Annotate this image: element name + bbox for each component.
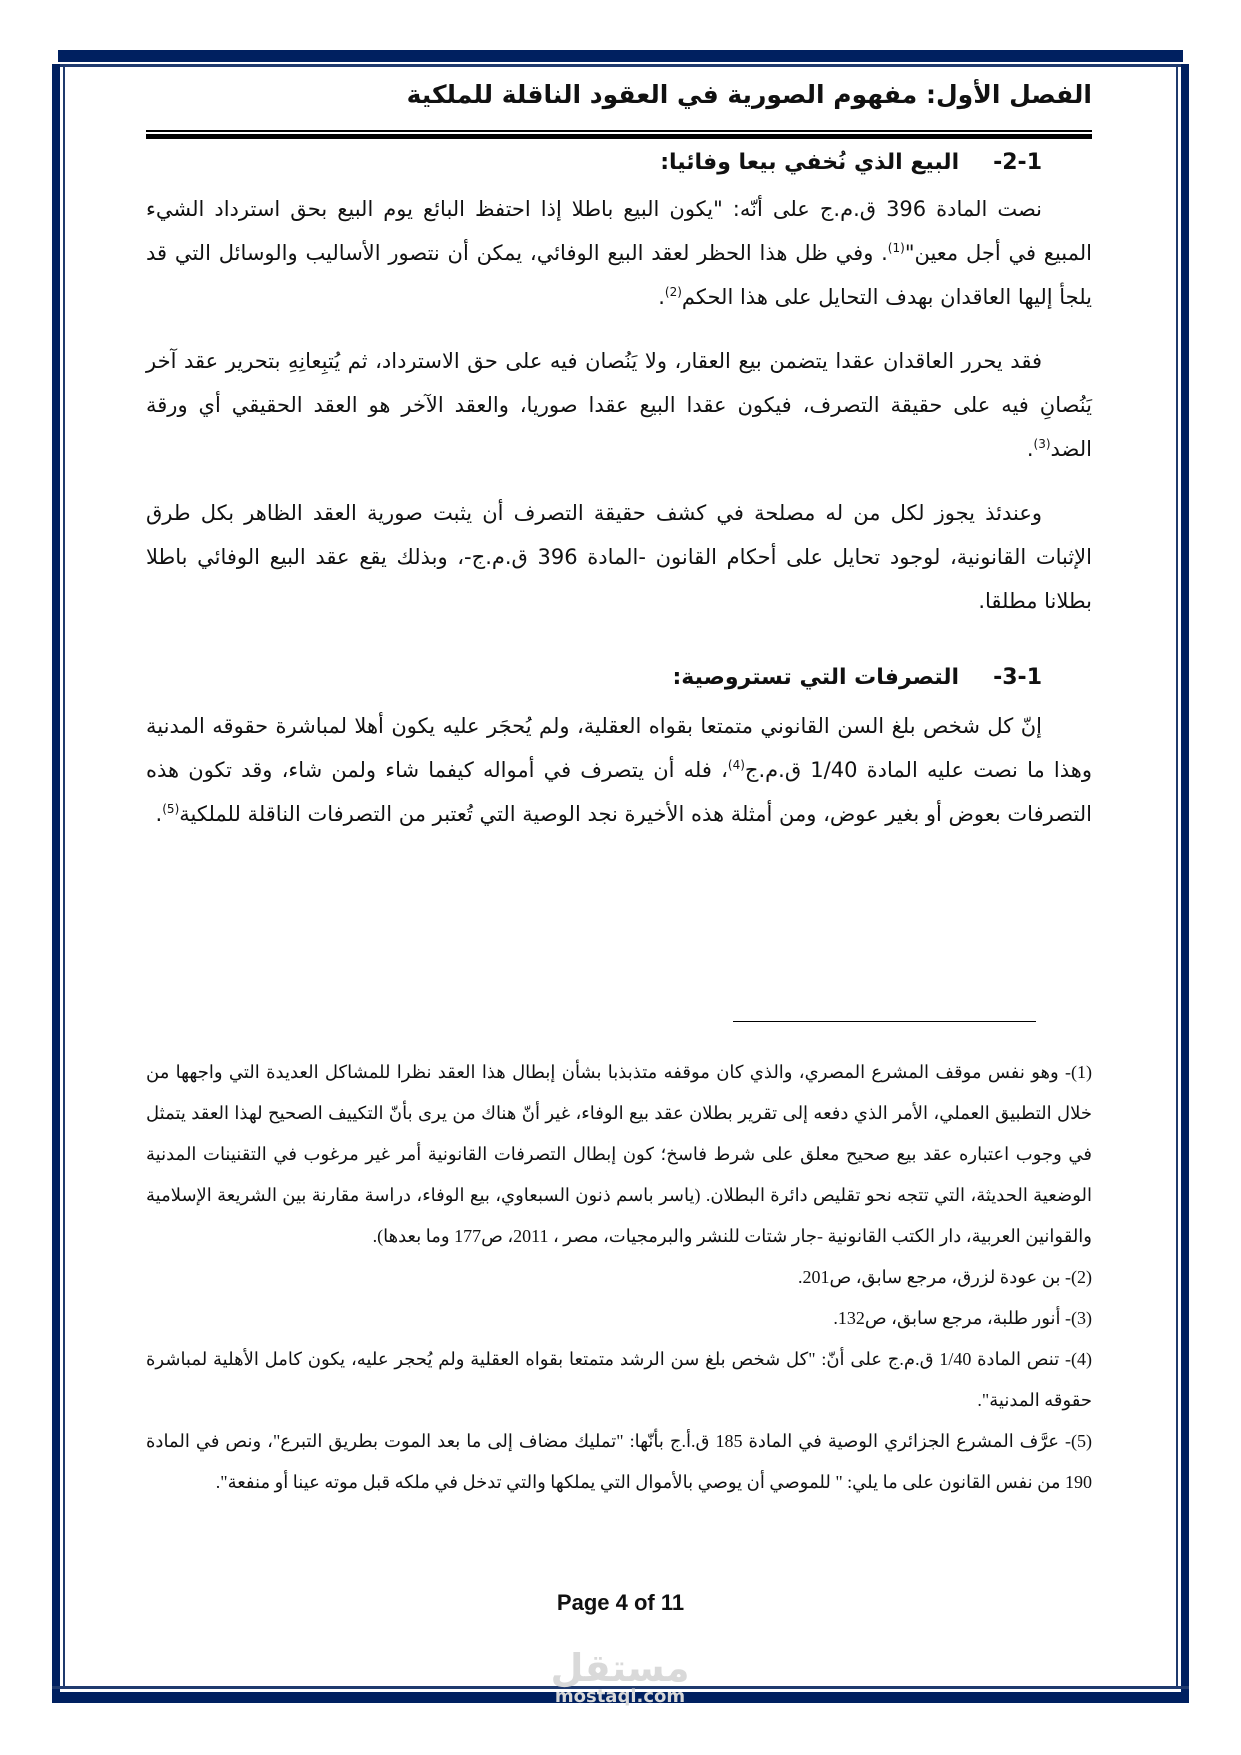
chapter-title: الفصل الأول: مفهوم الصورية في العقود الناقلة للملكية (406, 80, 1092, 109)
watermark-arabic: مستقل (550, 1646, 690, 1690)
paragraph-text: نصت المادة 396 ق.م.ج على أنّه: "يكون البيع باطلا إذا احتفظ البائع يوم البيع بحق استرداد الشيء المبيع في أجل معين" (146, 197, 1092, 265)
paragraph (146, 339, 1092, 471)
paragraph-text: فقد يحرر العاقدان عقدا يتضمن بيع العقار، ولا يَنُصان فيه على حق الاسترداد، ثم يُتبِعانِهِ بتحرير عقد آخر يَنُصانِ فيه على حقيقة التصرف، فيكون عقدا البيع عقدا صوريا، والعقد الآخر هو العقد الحقيقي أي ورقة الضد (146, 349, 1092, 461)
section-3-1 (146, 665, 1092, 836)
footnote-3: (3)- أنور طلبة، مرجع سابق، ص132. (833, 1308, 1092, 1328)
paragraph-end: . (1026, 437, 1034, 461)
section-2-1 (146, 150, 1092, 623)
header-rule-thick (146, 134, 1092, 139)
footnote-1: (1)- وهو نفس موقف المشرع المصري، والذي كان موقفه متذبذبا بشأن إبطال هذا العقد نظرا للمشاكل العديدة التي واجهها من خلال التطبيق العملي، الأمر الذي دفعه إلى تقرير بطلان عقد بيع الوفاء، غير أنّ هناك من يرى بأنّ التكييف الصحيح لهذا العقد يتمثل في وجوب اعتباره عقد بيع صحيح معلق على شرط فاسخ؛ كون إبطال التصرفات القانونية أمر غير مرغوب في التقنينات المدنية الوضعية الحديثة، التي تتجه نحو تقليص دائرة البطلان. (ياسر باسم ذنون السبعاوي، بيع الوفاء، دراسة مقارنة بين الشريعة الإسلامية والقوانين العربية، دار الكتب القانونية -جار شتات للنشر والبرمجيات، مصر ، 2011، ص177 وما بعدها). (146, 1062, 1092, 1246)
section-title: التصرفات التي تستروصية: (672, 665, 960, 690)
section-title: البيع الذي نُخفي بيعا وفائيا: (660, 150, 960, 175)
paragraph-end: . (658, 285, 665, 309)
page-border-right-thin (1176, 64, 1178, 1689)
header-rule-thin (146, 130, 1092, 132)
watermark-logo (545, 1648, 695, 1706)
paragraph: وعندئذ يجوز لكل من له مصلحة في كشف حقيقة التصرف أن يثبت صورية العقد الظاهر بكل طرق الإثبات القانونية، لوجود تحايل على أحكام القانون -المادة 396 ق.م.ج-، وبذلك يقع عقد البيع الوفائي باطلا بطلانا مطلقا. (146, 501, 1092, 613)
footnote-ref[interactable]: (4) (727, 758, 745, 772)
footnote-ref[interactable]: (3) (1033, 437, 1051, 451)
paragraph-text: إنّ كل شخص بلغ السن القانوني متمتعا بقواه العقلية، ولم يُحجَر عليه يكون أهلا لمباشرة حقوقه المدنية وهذا ما نصت عليه المادة 1/40 ق.م.ج (146, 714, 1092, 782)
page-number: Page 4 of 11 (556, 1590, 685, 1615)
paragraph-end: . (155, 802, 163, 826)
paragraph-text: ، فله أن يتصرف في أمواله كيفما شاء ولمن شاء، وقد تكون هذه التصرفات بعوض أو بغير عوض، ومن أمثلة هذه الأخيرة نجد الوصية التي تُعتبر من التصرفات الناقلة للملكية (146, 758, 1092, 826)
footnote-separator (733, 1021, 1036, 1022)
section-number: 2-1- (993, 150, 1042, 175)
footnote-2: (2)- بن عودة لزرق، مرجع سابق، ص201. (797, 1267, 1092, 1287)
paragraph-text: . وفي ظل هذا الحظر لعقد البيع الوفائي، يمكن أن نتصور الأساليب والوسائل التي قد يلجأ إليها العاقدان بهدف التحايل على هذا الحكم (146, 241, 1092, 309)
footnote-ref[interactable]: (2) (664, 285, 682, 299)
footnote-ref[interactable]: (5) (162, 802, 180, 816)
section-number: 3-1- (993, 665, 1042, 690)
footnote-4: (4)- تنص المادة 1/40 ق.م.ج على أنّ: "كل شخص بلغ سن الرشد متمتعا بقواه العقلية ولم يُحجر عليه، يكون كامل الأهلية لمباشرة حقوقه المدنية". (146, 1349, 1092, 1410)
paragraph (146, 187, 1092, 319)
footnote-5: (5)- عرَّف المشرع الجزائري الوصية في المادة 185 ق.أ.ج بأنّها: "تمليك مضاف إلى ما بعد الموت بطريق التبرع"، ونص في المادة 190 من نفس القانون على ما يلي: " للموصي أن يوصي بالأموال التي يملكها والتي تدخل في ملكه قبل موته عينا أو منفعة". (146, 1431, 1092, 1492)
section-heading (146, 150, 1092, 175)
page-border-left-thin (63, 64, 65, 1689)
footnotes (146, 1052, 1092, 1503)
page-border-left (52, 64, 60, 1694)
section-heading (146, 665, 1092, 690)
paragraph (146, 704, 1092, 836)
footnote-ref[interactable]: (1) (887, 241, 905, 255)
page-border-right (1181, 64, 1189, 1694)
page-border-top-thin (52, 64, 1189, 67)
page-border-top (58, 50, 1183, 62)
watermark-latin: mostaql.com (554, 1686, 686, 1707)
